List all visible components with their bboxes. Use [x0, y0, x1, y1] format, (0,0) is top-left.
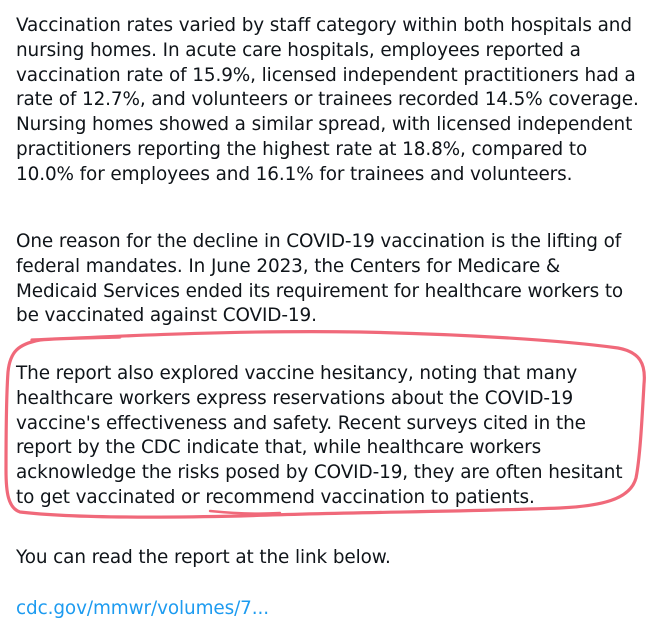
paragraph-staff-vaccination-rates: Vaccination rates varied by staff category within both hospitals and nursing homes. In acute care hospitals, employees reported a vaccination rate of 15.9%, licensed independent practitioners had a rate of 12.7%, and volunteers or trainees recorded 14.5% coverage. Nursing homes showed a similar spread, with licensed independent practitioners reporting the highest rate at 18.8%, compared to 10.0% for employees and 16.1% for trainees and volunteers.: [16, 15, 639, 185]
paragraph-federal-mandates: One reason for the decline in COVID-19 vaccination is the lifting of federal mandates. In June 2023, the Centers for Medicare & Medicaid Services ended its requirement for healthcare workers to be vaccinated against COVID-19.: [16, 231, 624, 327]
paragraph-vaccine-hesitancy: The report also explored vaccine hesitancy, noting that many healthcare workers express reservations about the COVID-19 vaccine's effectiveness and safety. Recent surveys cited in the report by the CDC indicate that, while healthcare workers acknowledge the risks posed by COVID-19, they are often hesitant to get vaccinated or recommend vaccination to patients.: [16, 363, 623, 508]
hand-drawn-circle-overlap: [210, 511, 280, 514]
report-link[interactable]: cdc.gov/mmwr/volumes/7...: [16, 598, 270, 619]
paragraph-read-report: You can read the report at the link below.: [16, 547, 391, 568]
